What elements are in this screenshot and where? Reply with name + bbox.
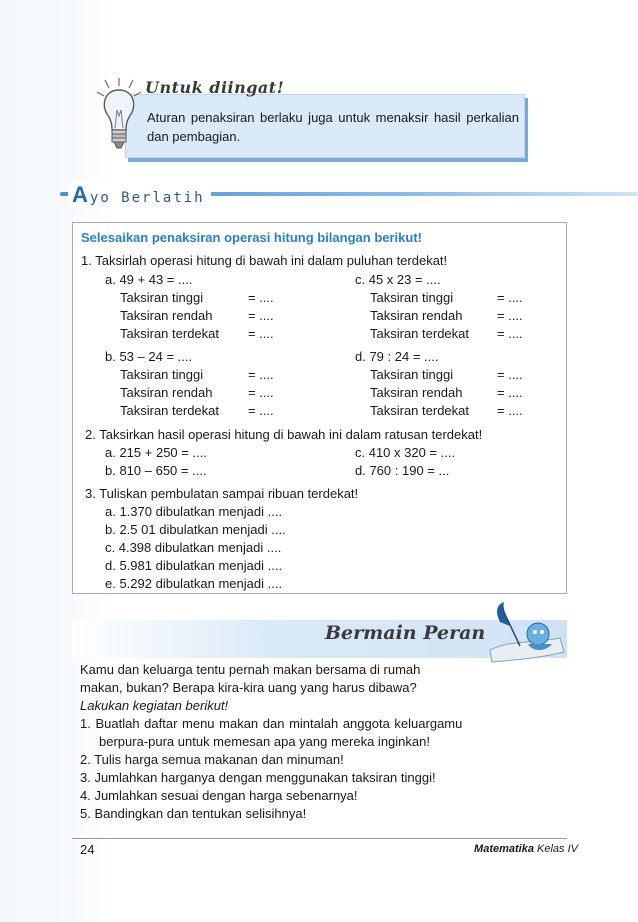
q3-b: b. 2.5 01 dibulatkan menjadi .... bbox=[105, 522, 286, 537]
practice-title: Ayo Berlatih bbox=[68, 182, 211, 208]
q3-d: d. 5.981 dibulatkan menjadi .... bbox=[105, 558, 283, 573]
q1-d-tinggi: Taksiran tinggi bbox=[370, 367, 454, 382]
q1-d-terdekat-answer: = .... bbox=[497, 403, 523, 418]
q1-d-rendah-answer: = .... bbox=[497, 385, 523, 400]
q1-b-terdekat: Taksiran terdekat bbox=[120, 403, 219, 418]
reminder-note bbox=[95, 78, 525, 158]
exercise-box bbox=[72, 222, 567, 594]
q2-c: c. 410 x 320 = .... bbox=[355, 445, 456, 460]
q3-a: a. 1.370 dibulatkan menjadi .... bbox=[105, 504, 283, 519]
q1-c-rendah-answer: = .... bbox=[497, 308, 523, 323]
q1-a-tinggi: Taksiran tinggi bbox=[120, 290, 204, 305]
q1-a-terdekat: Taksiran terdekat bbox=[120, 326, 219, 341]
q1-a: a. 49 + 43 = .... bbox=[105, 272, 193, 287]
roleplay-step-3: 3. Jumlahkan harganya dengan menggunakan taksiran tinggi! bbox=[80, 770, 436, 785]
footer-divider bbox=[72, 838, 567, 839]
roleplay-step-2: 2. Tulis harga semua makanan dan minuman! bbox=[80, 752, 344, 767]
roleplay-step-4: 4. Jumlahkan sesuai dengan harga sebenarnya! bbox=[80, 788, 358, 803]
q2-b: b. 810 – 650 = .... bbox=[105, 463, 207, 478]
question-1: 1. Taksirlah operasi hitung di bawah ini dalam puluhan terdekat! bbox=[81, 253, 448, 268]
q3-c: c. 4.398 dibulatkan menjadi .... bbox=[105, 540, 282, 555]
roleplay-intro-line-1: Kamu dan keluarga tentu pernah makan bersama di rumah bbox=[80, 662, 421, 677]
q1-c-terdekat: Taksiran terdekat bbox=[370, 326, 469, 341]
book-title: Matematika Kelas IV bbox=[474, 843, 578, 855]
question-2: 2. Taksirkan hasil operasi hitung di bawah ini dalam ratusan terdekat! bbox=[85, 427, 483, 442]
page-number: 24 bbox=[80, 842, 95, 857]
q1-b-rendah-answer: = .... bbox=[248, 385, 274, 400]
practice-header bbox=[60, 182, 638, 206]
roleplay-step-1: 1. Buatlah daftar menu makan dan mintalah anggota keluargamu bbox=[80, 716, 463, 731]
q1-c-tinggi-answer: = .... bbox=[497, 290, 523, 305]
q1-a-rendah: Taksiran rendah bbox=[120, 308, 213, 323]
q1-c-rendah: Taksiran rendah bbox=[370, 308, 463, 323]
roleplay-intro-line-2: makan, bukan? Berapa kira-kira uang yang harus dibawa? bbox=[80, 680, 417, 695]
q1-b-terdekat-answer: = .... bbox=[248, 403, 274, 418]
q1-c: c. 45 x 23 = .... bbox=[355, 272, 441, 287]
exercise-heading: Selesaikan penaksiran operasi hitung bilangan berikut! bbox=[81, 230, 422, 245]
roleplay-step-1-cont: berpura-pura untuk memesan apa yang mereka inginkan! bbox=[99, 734, 430, 749]
q1-d-rendah: Taksiran rendah bbox=[370, 385, 463, 400]
q1-d-tinggi-answer: = .... bbox=[497, 367, 523, 382]
quill-paper-icon bbox=[480, 600, 570, 670]
q1-d-terdekat: Taksiran terdekat bbox=[370, 403, 469, 418]
q3-e: e. 5.292 dibulatkan menjadi .... bbox=[105, 576, 283, 591]
q1-b-tinggi-answer: = .... bbox=[248, 367, 274, 382]
q1-b-rendah: Taksiran rendah bbox=[120, 385, 213, 400]
roleplay-step-5: 5. Bandingkan dan tentukan selisihnya! bbox=[80, 806, 307, 821]
q1-b-tinggi: Taksiran tinggi bbox=[120, 367, 204, 382]
q1-d: d. 79 : 24 = .... bbox=[355, 349, 439, 364]
q1-a-rendah-answer: = .... bbox=[248, 308, 274, 323]
reminder-text: Aturan penaksiran berlaku juga untuk menaksir hasil perkalian dan pembagian. bbox=[147, 110, 519, 144]
q1-a-terdekat-answer: = .... bbox=[248, 326, 274, 341]
q1-c-terdekat-answer: = .... bbox=[497, 326, 523, 341]
q1-c-tinggi: Taksiran tinggi bbox=[370, 290, 454, 305]
reminder-title: Untuk diingat! bbox=[145, 78, 285, 97]
q1-b: b. 53 – 24 = .... bbox=[105, 349, 193, 364]
roleplay-instruction: Lakukan kegiatan berikut! bbox=[80, 698, 229, 713]
q1-a-tinggi-answer: = .... bbox=[248, 290, 274, 305]
lightbulb-icon bbox=[95, 78, 145, 158]
q2-d: d. 760 : 190 = ... bbox=[355, 463, 450, 478]
q2-a: a. 215 + 250 = .... bbox=[105, 445, 207, 460]
roleplay-title: Bermain Peran bbox=[325, 622, 486, 644]
question-3: 3. Tuliskan pembulatan sampai ribuan terdekat! bbox=[85, 486, 359, 501]
